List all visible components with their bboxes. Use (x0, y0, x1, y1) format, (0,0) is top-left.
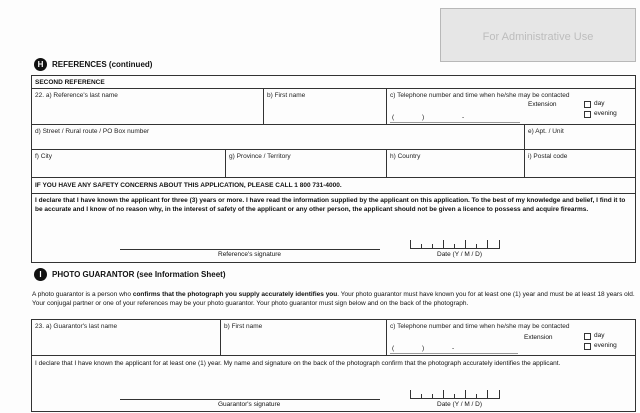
guarantor-day-checkbox[interactable] (584, 333, 591, 340)
section-h-badge: H (34, 58, 47, 71)
guarantor-telephone-field[interactable] (396, 341, 516, 353)
guarantor-phone-close-paren: ) (422, 345, 425, 352)
guarantor-first-name-field[interactable] (222, 332, 384, 353)
guarantor-last-name-label: 23. a) Guarantor's last name (35, 323, 118, 330)
reference-day-checkbox[interactable] (584, 101, 591, 108)
guarantor-last-name-field[interactable] (33, 332, 218, 353)
section-i-title: PHOTO GUARANTOR (see Information Sheet) (52, 270, 226, 279)
reference-phone-open-paren: ( (392, 114, 395, 121)
safety-notice: IF YOU HAVE ANY SAFETY CONCERNS ABOUT THIS APPLICATION, PLEASE CALL 1 800 731-4000. (35, 182, 342, 189)
reference-evening-checkbox[interactable] (584, 111, 591, 118)
reference-evening-label: evening (594, 110, 617, 117)
reference-last-name-label: 22. a) Reference's last name (35, 92, 118, 99)
photo-guarantor-intro (32, 291, 636, 308)
reference-signature-field[interactable] (120, 232, 380, 248)
reference-last-name-field[interactable] (33, 101, 261, 122)
guarantor-signature-field[interactable] (120, 382, 380, 398)
reference-date-field[interactable] (410, 236, 500, 249)
reference-street-label: d) Street / Rural route / PO Box number (35, 128, 150, 135)
administrative-use-label: For Administrative Use (482, 31, 594, 43)
reference-declaration: I declare that I have known the applicant for three (3) years or more. I have read the information supplied by the applicant on this application. To the best of my knowledge and belief, I find it to be accurate and I know of no reason why, in the interest of safety of the applicant or any other person, the applicant should not be given a licence to possess and acquire firearms. (35, 197, 626, 213)
section-i-badge: I (34, 268, 47, 281)
reference-apt-label: e) Apt. / Unit (528, 128, 564, 135)
reference-day-label: day (594, 100, 605, 107)
reference-city-field[interactable] (33, 162, 223, 176)
guarantor-signature-caption: Guarantor's signature (218, 401, 281, 408)
reference-first-name-label: b) First name (267, 92, 306, 99)
guarantor-telephone-label: c) Telephone number and time when he/she may be contacted (390, 323, 570, 330)
reference-country-label: h) Country (390, 153, 421, 160)
section-h-title: REFERENCES (continued) (52, 60, 153, 69)
reference-street-field[interactable] (33, 136, 522, 148)
second-reference-header: SECOND REFERENCE (35, 79, 105, 86)
guarantor-evening-checkbox[interactable] (584, 343, 591, 350)
reference-phone-close-paren: ) (422, 114, 425, 121)
reference-city-label: f) City (35, 153, 52, 160)
reference-telephone-label: c) Telephone number and time when he/she may be contacted (390, 92, 570, 99)
guarantor-date-field[interactable] (410, 386, 500, 399)
reference-country-field[interactable] (388, 162, 522, 176)
photo-guarantor-intro-start: A photo guarantor is a person who (32, 291, 133, 298)
guarantor-evening-label: evening (594, 342, 617, 349)
administrative-use-box (440, 8, 636, 62)
photo-guarantor-intro-emphasis: confirms that the photograph you supply accurately identifies you (132, 291, 338, 298)
reference-province-field[interactable] (227, 162, 384, 176)
photo-guarantor-intro-end: . Your photo guarantor must have known you for at least one (1) year and must be at least 18 years old. Your conjugal partner or one of your references may be your photo guarantor. Your photo guarantor must sign below and on the back of the photograph. (32, 291, 635, 307)
guarantor-first-name-label: b) First name (224, 323, 263, 330)
reference-postal-label: i) Postal code (528, 153, 568, 160)
reference-extension-label: Extension (528, 101, 557, 108)
reference-first-name-field[interactable] (265, 101, 384, 122)
guarantor-phone-dash: - (452, 345, 455, 352)
reference-signature-caption: Reference's signature (218, 251, 282, 258)
reference-telephone-field[interactable] (396, 110, 518, 122)
reference-postal-field[interactable] (526, 162, 634, 176)
reference-province-label: g) Province / Territory (229, 153, 291, 160)
guarantor-extension-label: Extension (524, 334, 553, 341)
guarantor-phone-open-paren: ( (392, 345, 395, 352)
reference-phone-dash: - (462, 114, 465, 121)
guarantor-date-caption: Date (Y / M / D) (437, 401, 483, 408)
reference-date-caption: Date (Y / M / D) (437, 251, 483, 258)
reference-apt-field[interactable] (526, 136, 634, 148)
guarantor-day-label: day (594, 332, 605, 339)
guarantor-declaration: I declare that I have known the applicant for at least one (1) year. My name and signature on the back of the photograph confirm that the photograph accurately identifies the applicant. (35, 360, 561, 367)
